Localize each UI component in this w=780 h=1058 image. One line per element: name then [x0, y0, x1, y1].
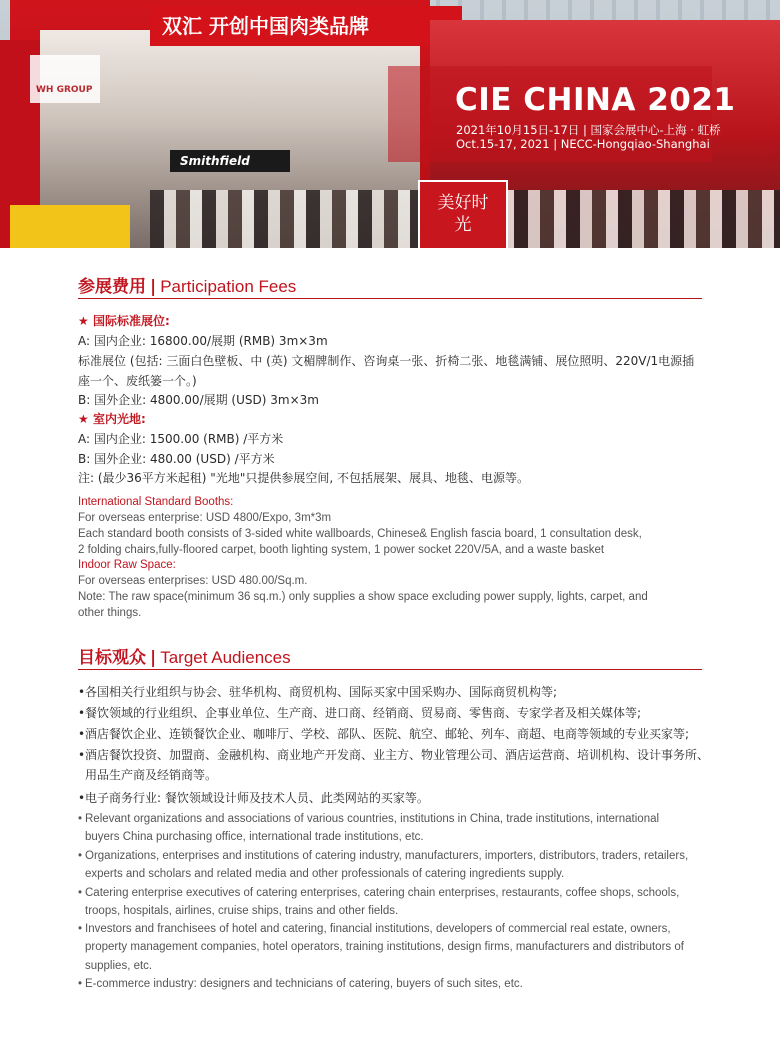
- star-icon: ★: [78, 412, 93, 426]
- fees-heading-cn: 参展费用: [78, 277, 146, 297]
- bullet-icon: •: [78, 850, 83, 862]
- wh-group-logo-text: WH GROUP: [36, 85, 93, 95]
- audience-item-en-4: [78, 923, 708, 935]
- audience-item-en-1-cont: buyers China purchasing office, international trade institutions, etc.: [85, 831, 424, 843]
- audience-item-cn-1: [78, 683, 708, 700]
- audience-item-en-4-cont-1: property management companies, hotel operators, training institutions, design firms, manufacturers and distributors of: [85, 941, 684, 953]
- std-booth-desc-en-2: 2 folding chairs,fully-floored carpet, booth lighting system, 1 power socket 220V/5A, and a waste basket: [78, 544, 605, 556]
- std-booth-title-text: 国际标准展位:: [92, 314, 170, 328]
- audience-item-text: 酒店餐饮投资、加盟商、金融机构、商业地产开发商、业主方、物业管理公司、酒店运营商、培训机构、设计事务所、: [85, 748, 710, 762]
- audience-item-en-1: [78, 813, 708, 825]
- std-booth-title-en: International Standard Booths:: [78, 496, 234, 508]
- bullet-icon: •: [78, 706, 86, 720]
- audience-item-en-3-cont: troops, hospitals, airlines, cruise ships, trains and other fields.: [85, 905, 399, 917]
- audience-item-text: 餐饮领域的行业组织、企事业单位、生产商、进口商、经销商、贸易商、零售商、专家学者及相关媒体等;: [85, 706, 642, 720]
- audience-item-text: E-commerce industry: designers and technicians of catering, buyers of such sites, etc.: [85, 978, 523, 990]
- raw-space-title-en: Indoor Raw Space:: [78, 559, 176, 571]
- bullet-icon: •: [78, 923, 83, 935]
- fees-heading-en: Participation Fees: [160, 277, 297, 296]
- bullet-icon: •: [78, 791, 86, 805]
- audience-item-en-2-cont: experts and scholars and related media and other professionals of catering ingredients supply.: [85, 868, 565, 880]
- std-booth-desc-line-1: 标准展位 (包括: 三面白色壁板、中 (英) 文楣牌制作、咨询桌一张、折椅二张、地毯满铺、展位照明、220V/1电源插: [78, 354, 695, 368]
- raw-space-note-en-1: Note: The raw space(minimum 36 sq.m.) only supplies a show space excluding power supply, lights, carpet, and: [78, 591, 648, 603]
- std-booth-overseas-price: B: 国外企业: 4800.00/展期 (USD) 3m×3m: [78, 393, 319, 407]
- bullet-icon: •: [78, 727, 86, 741]
- event-date-cn: 2021年10月15日-17日 | 国家会展中心-上海 · 虹桥: [456, 123, 721, 137]
- std-booth-price-en: For overseas enterprise: USD 4800/Expo, 3m*3m: [78, 512, 332, 524]
- audience-item-text: Investors and franchisees of hotel and catering, financial institutions, developers of commercial real estate, owners,: [85, 923, 671, 935]
- wh-group-logo: [30, 55, 100, 103]
- star-icon: ★: [78, 314, 93, 328]
- yellow-display: [10, 205, 130, 248]
- audience-item-cn-3: [78, 725, 708, 742]
- booth-banner: 双汇 开创中国肉类品牌: [150, 6, 462, 46]
- audience-heading: [78, 643, 702, 670]
- audience-item-en-5: [78, 978, 708, 990]
- raw-space-domestic-price: A: 国内企业: 1500.00 (RMB) /平方米: [78, 432, 284, 446]
- audience-item-text: 各国相关行业组织与协会、驻华机构、商贸机构、国际买家中国采购办、国际商贸机构等;: [85, 685, 558, 699]
- audience-item-cn-4: [78, 746, 708, 763]
- raw-space-price-en: For overseas enterprises: USD 480.00/Sq.m.: [78, 575, 308, 587]
- bullet-icon: •: [78, 748, 86, 762]
- raw-space-note-cn: 注: (最少36平方米起租) "光地"只提供参展空间, 不包括展架、展具、地毯、电源等。: [78, 471, 529, 485]
- event-title: CIE CHINA 2021: [455, 82, 736, 118]
- bullet-icon: •: [78, 813, 83, 825]
- audience-item-text: 酒店餐饮企业、连锁餐饮企业、咖啡厅、学校、部队、医院、航空、邮轮、列车、商超、电商等领域的专业买家等;: [85, 727, 690, 741]
- bullet-icon: •: [78, 887, 83, 899]
- audience-heading-cn: 目标观众: [78, 648, 146, 668]
- promo-sign-text: 美好时光: [437, 193, 489, 235]
- raw-space-note-en-2: other things.: [78, 607, 142, 619]
- heading-divider: |: [150, 277, 157, 297]
- audience-item-cn-5: [78, 789, 708, 806]
- fees-heading: [78, 272, 702, 299]
- sponsor-sign-text: Smithfield: [180, 154, 250, 168]
- heading-divider: |: [150, 648, 157, 668]
- hero-photo: [0, 0, 780, 248]
- event-date-en: Oct.15-17, 2021 | NECC-Hongqiao-Shanghai: [456, 137, 710, 151]
- promo-sign: [418, 180, 508, 248]
- bullet-icon: •: [78, 685, 86, 699]
- audience-item-en-2: [78, 850, 708, 862]
- audience-item-text: Relevant organizations and associations of various countries, institutions in China, trade institutions, international: [85, 813, 660, 825]
- audience-item-cn-4-cont: 用品生产商及经销商等。: [85, 768, 218, 782]
- std-booth-desc-line-2: 座一个、废纸篓一个。): [78, 374, 197, 388]
- std-booth-domestic-price: A: 国内企业: 16800.00/展期 (RMB) 3m×3m: [78, 334, 328, 348]
- bullet-icon: •: [78, 978, 83, 990]
- audience-item-text: 电子商务行业: 餐饮领域设计师及技术人员、此类网站的买家等。: [85, 791, 429, 805]
- audience-heading-en: Target Audiences: [160, 648, 291, 667]
- audience-item-text: Catering enterprise executives of catering enterprises, catering chain enterprises, restaurants, coffee shops, schools,: [85, 887, 680, 899]
- raw-space-title-cn: [78, 410, 708, 427]
- audience-item-en-4-cont-2: supplies, etc.: [85, 960, 153, 972]
- raw-space-title-text: 室内光地:: [92, 412, 146, 426]
- audience-item-cn-2: [78, 704, 708, 721]
- sponsor-sign: [170, 150, 290, 172]
- audience-item-text: Organizations, enterprises and institutions of catering industry, manufacturers, importers, distributors, traders, retailers,: [85, 850, 689, 862]
- audience-item-en-3: [78, 887, 708, 899]
- raw-space-overseas-price: B: 国外企业: 480.00 (USD) /平方米: [78, 452, 275, 466]
- std-booth-desc-en-1: Each standard booth consists of 3-sided white wallboards, Chinese& English fascia board, 1 consultation desk,: [78, 528, 642, 540]
- std-booth-title-cn: [78, 312, 708, 329]
